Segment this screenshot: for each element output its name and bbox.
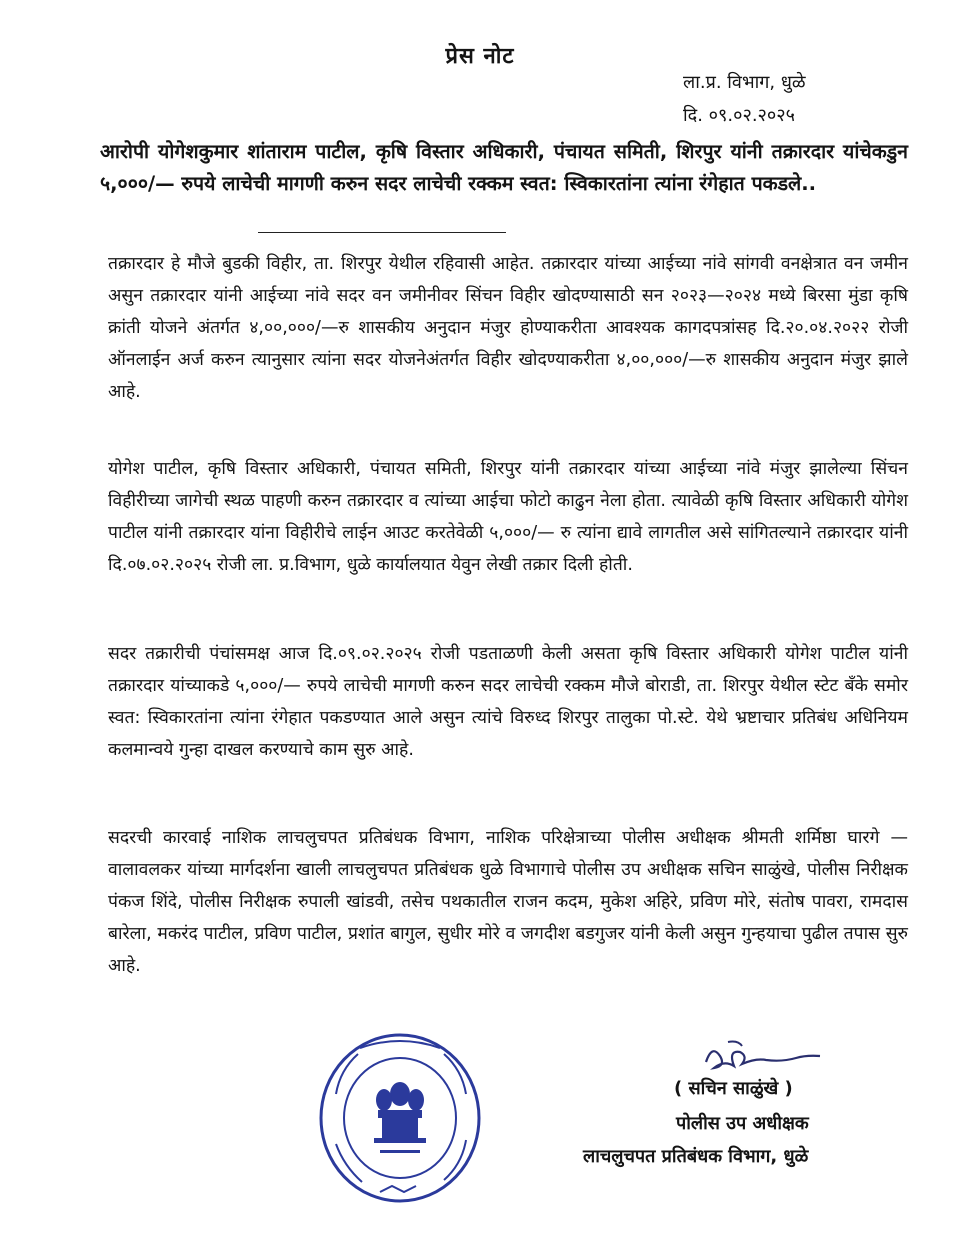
signatory-designation: पोलीस उप अधीक्षक xyxy=(676,1113,809,1134)
headline-divider xyxy=(258,232,506,233)
body-paragraph-2 xyxy=(108,453,908,581)
press-note-date: दि. ०९.०२.२०२५ xyxy=(683,105,795,126)
body-paragraph-4 xyxy=(108,822,908,982)
headline-line-1: आरोपी योगेशकुमार शांताराम पाटील, कृषि विस्तार अधिकारी, पंचायत समिती, xyxy=(100,140,668,163)
signatory-department: लाचलुचपत प्रतिबंधक विभाग, धुळे xyxy=(583,1146,809,1167)
body-paragraph-1 xyxy=(108,248,908,408)
body-paragraph-4-text: सदरची कारवाई नाशिक लाचलुचपत प्रतिबंधक विभाग, नाशिक परिक्षेत्राच्या पोलीस अधीक्षक श्रीमती शर्मिष्ठा घारगे — वालावलकर यांच्या मार्गदर्शना खाली लाचलुचपत प्रतिबंधक धुळे विभागाचे पोलीस उप अधीक्षक सचिन साळुंखे, पोलीस निरीक्षक पंकज शिंदे, पोलीस निरीक्षक रुपाली खांडवी, तसेच पथकातील राजन कदम, मुकेश अहिरे, प्रविण मोरे, संतोष पावरा, रामदास बारेला, मकरंद पाटील, प्रविण पाटील, प्रशांत बागुल, सुधीर मोरे व जगदीश बडगुजर यांनी केली असुन गुन्हयाचा पुढील तपास सुरु आहे. xyxy=(108,828,908,976)
national-emblem-icon xyxy=(374,1082,426,1153)
office-name: ला.प्र. विभाग, धुळे xyxy=(683,72,806,93)
headline-line-3: लाचेची रक्कम स्वत: स्विकारतांना त्यांना रंगेहात पकडले.. xyxy=(413,172,817,195)
signatory-name: ( सचिन साळुंखे ) xyxy=(674,1078,793,1099)
body-paragraph-3-text: सदर तक्रारीची पंचांसमक्ष आज दि.०९.०२.२०२५ रोजी पडताळणी केली असता कृषि विस्तार अधिकारी योगेश पाटील यांनी तक्रारदार यांच्याकडे ५,०००/— रुपये लाचेची मागणी करुन सदर लाचेची रक्कम मौजे बोराडी, ता. शिरपुर येथील स्टेट बँके समोर स्वत: स्विकारतांना त्यांना रंगेहात पकडण्यात आले असुन त्यांचे विरुध्द शिरपुर तालुका पो.स्टे. येथे भ्रष्टाचार प्रतिबंध अधिनियम कलमान्वये गुन्हा दाखल करण्याचे काम सुरु आहे. xyxy=(108,644,908,760)
official-seal xyxy=(318,1032,482,1204)
body-paragraph-3 xyxy=(108,638,908,766)
headline-line-2: शिरपुर यांनी तक्रारदार यांचेकडुन ५,०००/— रुपये लाचेची मागणी करुन सदर xyxy=(100,140,908,195)
body-paragraph-2-text: योगेश पाटील, कृषि विस्तार अधिकारी, पंचायत समिती, शिरपुर यांनी तक्रारदार यांच्या आईच्या नांवे मंजुर झालेल्या सिंचन विहीरीच्या जागेची स्थळ पाहणी करुन तक्रारदार व त्यांच्या आईचा फोटो काढुन नेला होता. त्यावेळी कृषि विस्तार अधिकारी योगेश पाटील यांनी तक्रारदार यांना विहीरीचे लाईन आउट करतेवेळी ५,०००/— रु त्यांना द्यावे लागतील असे सांगितल्याने तक्रारदार यांनी दि.०७.०२.२०२५ रोजी ला. प्र.विभाग, धुळे कार्यालयात येवुन लेखी तक्रार दिली होती. xyxy=(108,459,908,575)
press-note-title: प्रेस नोट xyxy=(445,44,515,69)
signature xyxy=(700,1036,830,1076)
body-paragraph-1-text: तक्रारदार हे मौजे बुडकी विहीर, ता. शिरपुर येथील रहिवासी आहेत. तक्रारदार यांच्या आईच्या नांवे सांगवी वनक्षेत्रात वन जमीन असुन तक्रारदार यांनी आईच्या नांवे सदर वन जमीनीवर सिंचन विहीर खोदण्यासाठी सन २०२३—२०२४ मध्ये बिरसा मुंडा कृषि क्रांती योजने अंतर्गत ४,००,०००/—रु शासकीय अनुदान मंजुर होण्याकरीता आवश्यक कागदपत्रांसह दि.२०.०४.२०२२ रोजी ऑनलाईन अर्ज करुन त्यानुसार त्यांना सदर योजनेअंतर्गत विहीर खोदण्याकरीता ४,००,०००/—रु शासकीय अनुदान मंजुर झाले आहे. xyxy=(108,254,908,402)
headline xyxy=(100,136,908,200)
